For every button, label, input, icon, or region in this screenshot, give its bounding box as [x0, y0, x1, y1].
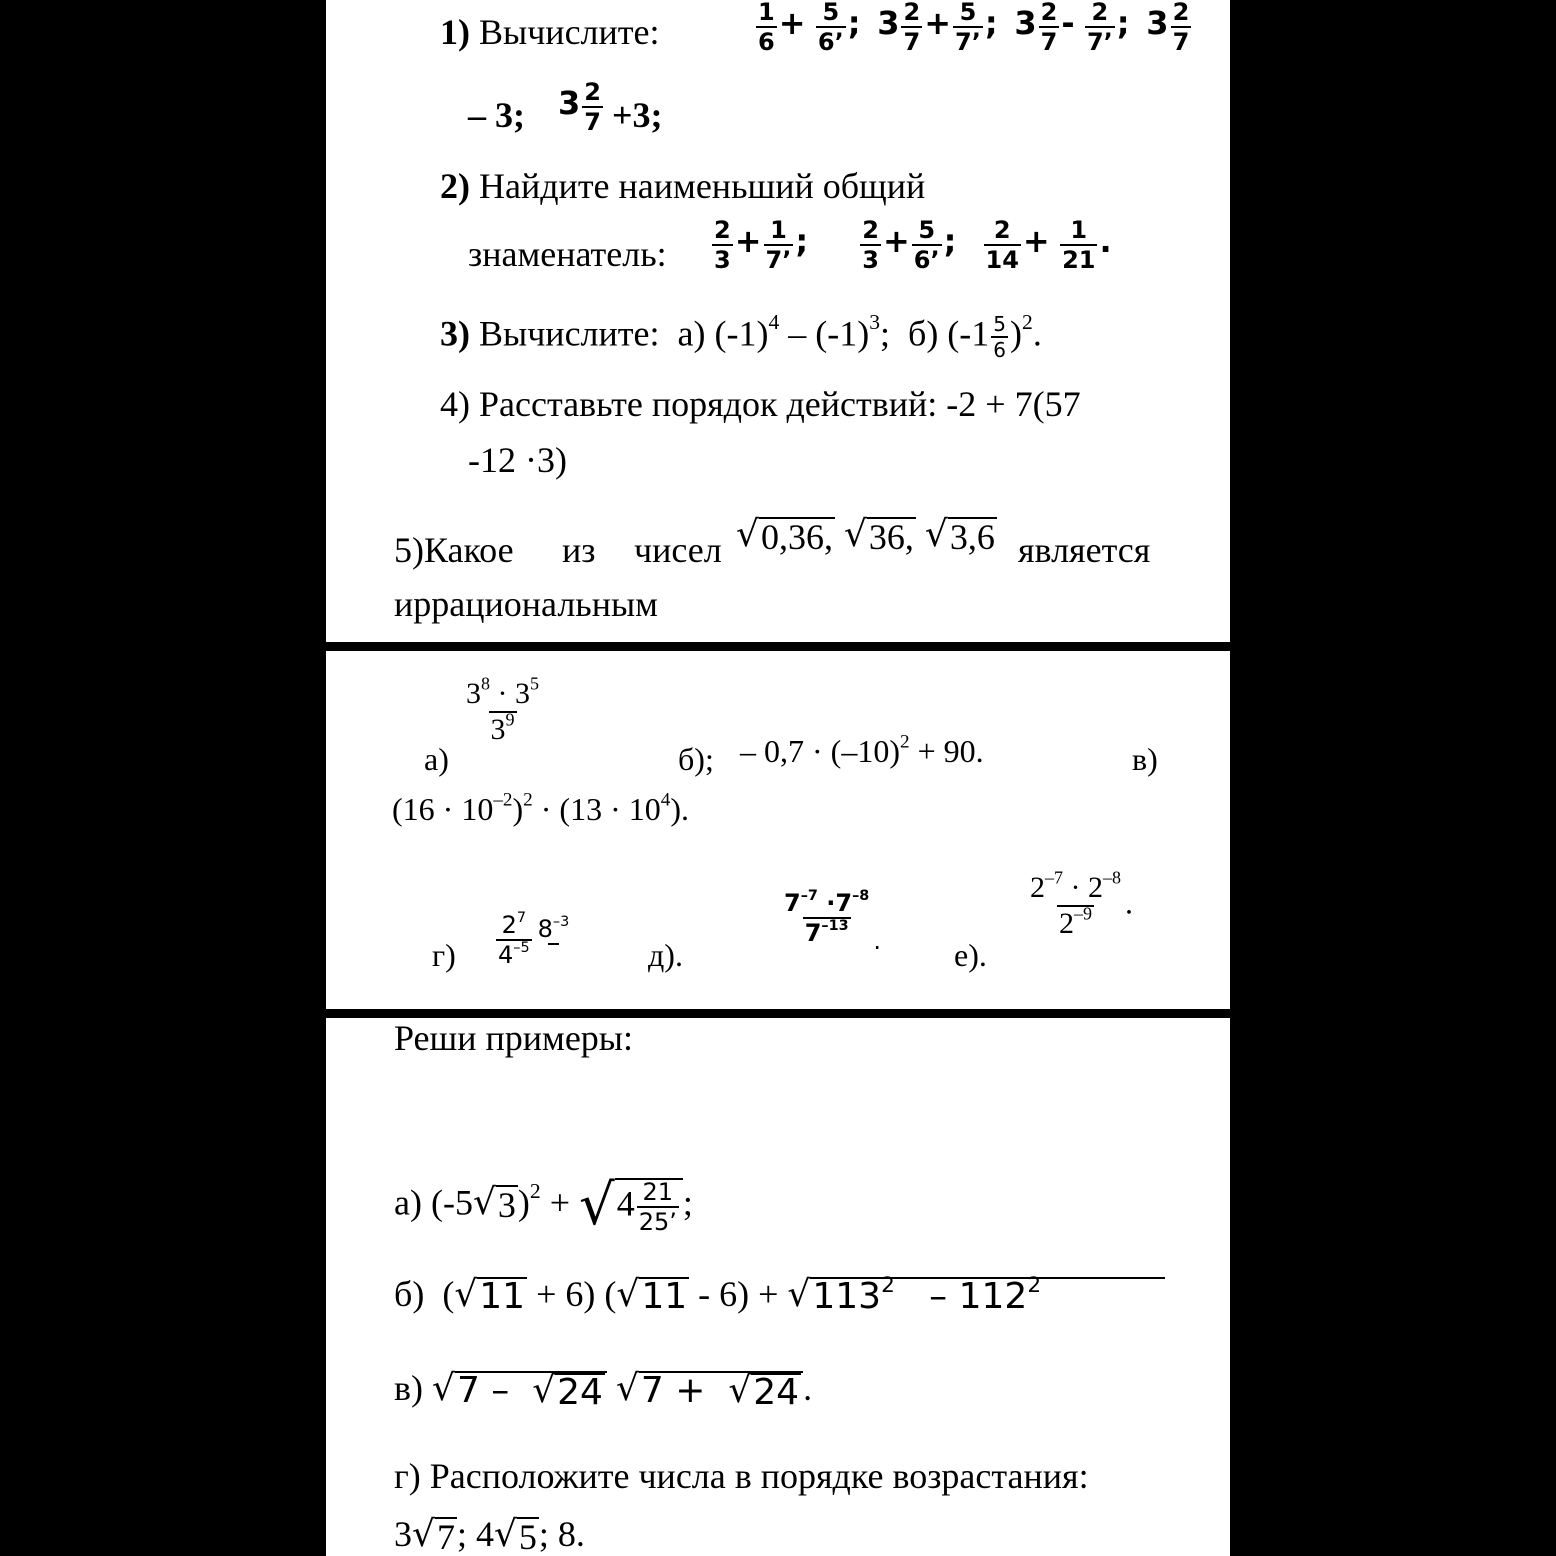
q5-chisel: чисел [634, 530, 722, 570]
q1-line2: – 3; [468, 95, 525, 135]
q1-heading: 1) Вычислите: [440, 12, 660, 52]
q2-expressions: $\frac{2}{3}$ + $\frac{1}{7’}$ ; $\frac{2}{3}$ + $\frac{5}{6’}$ ; $\frac{2}{14}$ + $\frac{1}{21}$ . [714, 216, 1112, 274]
item-d-label: д). [648, 937, 683, 973]
item-g-label: г) [432, 937, 456, 973]
item-g-expr: $\frac{2^7}{4^{-5}}$ $8^{-3}$ [498, 910, 570, 969]
ex-g-line2: 3 √ 7 ; 4 √ 5 ; 8. [394, 1514, 585, 1556]
item-b-label: б); [678, 741, 714, 777]
item-b-expr: – $0,7 \cdot (-10)^2 + 90$. [740, 731, 984, 769]
q2-label: знаменатель: [468, 234, 667, 274]
q1-line2-mixed: 3 $\frac{2}{7}$ [558, 78, 601, 136]
item-d-expr: $\frac{7^{-7} \cdot 7^{-8}}{7^{-13}}$ . [784, 888, 881, 955]
q1-line2-plus: +3; [612, 95, 663, 135]
q5-line2: иррациональным [394, 584, 658, 624]
task-panel-2 [326, 651, 1230, 1009]
item-a-label: а) [424, 741, 449, 777]
q5-prefix: 5)Какое [394, 530, 514, 570]
item-v-label: в) [1132, 741, 1158, 777]
item-a-expr: $\frac{3^8 \cdot 3^5}{3^9}$ [466, 673, 539, 746]
ex-a: а) (-5 √ 3 )$^2$ + √ 4 $\frac{21}{25’}$ ; [394, 1173, 693, 1238]
section-title: Реши примеры: [394, 1018, 633, 1058]
task-panel-3 [326, 1018, 1230, 1556]
q5-suffix: является [1018, 530, 1151, 570]
q3: 3) Вычислите: а) $(-1)^4 - (-1)^3$; б) (-1 $\frac{5}{6}$ )$^2$. [440, 310, 1042, 362]
q2-heading: 2) Найдите наименьший общий [440, 166, 926, 206]
task-panel-1 [326, 0, 1230, 642]
q4-line2: -12 ·3) [468, 440, 567, 480]
q4-line1: 4) Расставьте порядок действий: -2 + 7(57 [440, 384, 1081, 424]
ex-v: в) √ 7 – √ 24 √ 7 + √ 24 . [394, 1368, 813, 1413]
q1-expressions: $\frac{1}{6}$ + $\frac{5}{6’}$ ; 3 $\frac{2}{7}$ + $\frac{5}{7’}$ ; 3 $\frac{2}{7}$ - $\frac{2}{7’}$ ; 3 $\frac{2}{7}$ [758, 0, 1190, 56]
item-e-label: е). [954, 937, 987, 973]
ex-g-line1: г) Расположите числа в порядке возрастания: [394, 1456, 1089, 1496]
item-v-expr: $(16 \cdot 10^{-2})^2 \cdot (13 \cdot 10^4)$. [392, 789, 689, 827]
ex-b: б) ( √ 11 + 6) ( √ 11 - 6) + √ $113^2 - 112^2$ [394, 1276, 1165, 1315]
item-e-expr: $\frac{2^{-7} \cdot 2^{-8}}{2^{-9}}$ . [1030, 867, 1133, 940]
q5-roots: √ 0,36, √ 36, √ 3,6 [736, 514, 995, 557]
q5-iz: из [562, 530, 596, 570]
